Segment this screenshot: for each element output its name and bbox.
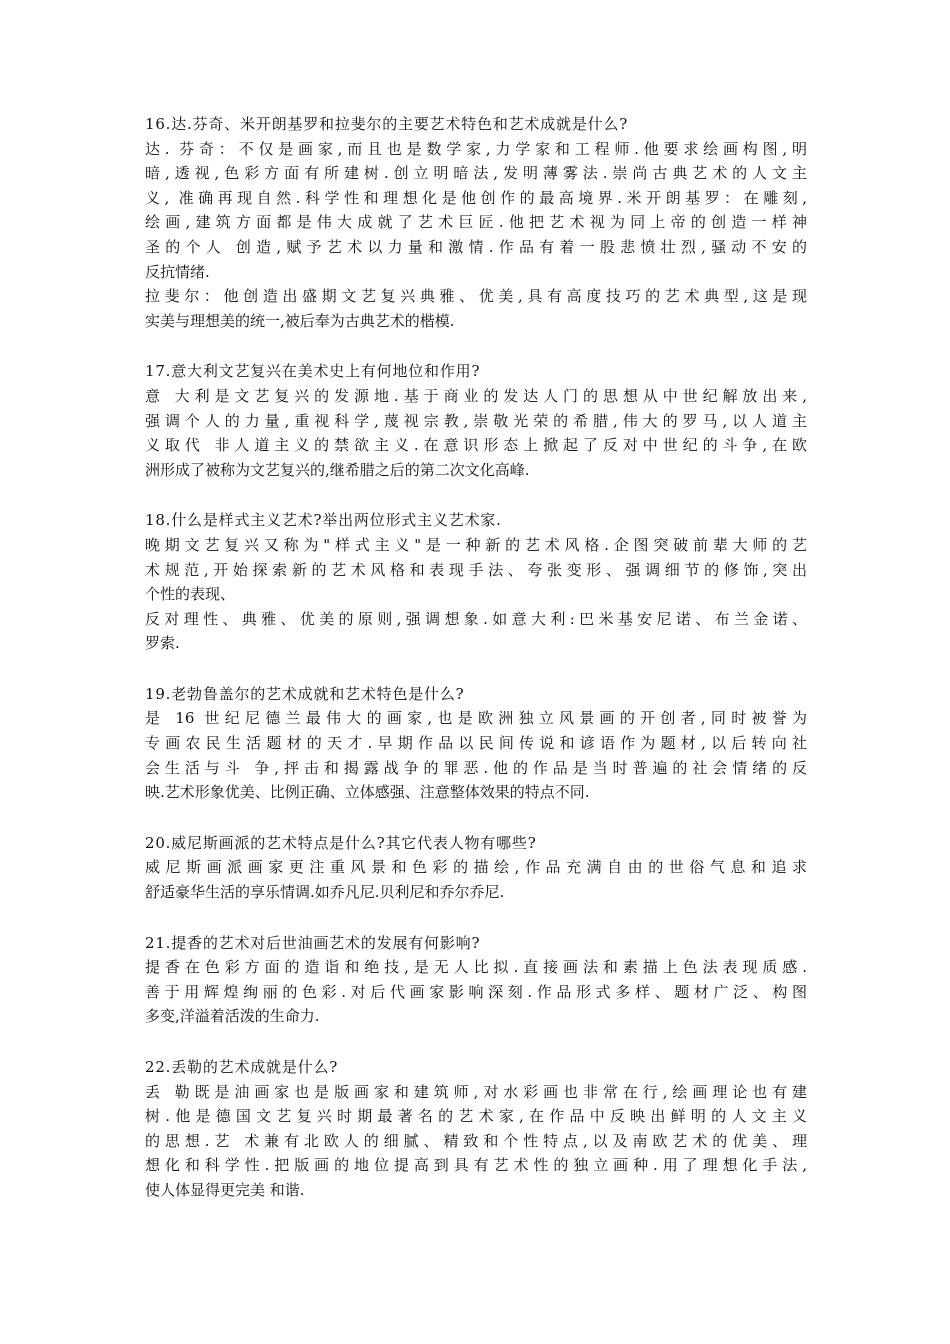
answer-line: 丢 勒既是油画家也是版画家和建筑师,对水彩画也非常在行,绘画理论也有建	[145, 1082, 807, 1101]
answer-line: 个性的表现、	[145, 585, 236, 604]
answer-line: 晚期文艺复兴又称为"样式主义"是一种新的艺术风格.企图突破前辈大师的艺	[145, 535, 807, 554]
answer-line: 反抗情绪.	[145, 262, 210, 281]
answer-line: 反对理性、典雅、优美的原则,强调想象.如意大利:巴米基安尼诺、布兰金诺、	[145, 609, 807, 628]
answer-line: 拉斐尔：他创造出盛期文艺复兴典雅、优美,具有高度技巧的艺术典型,这是现	[145, 287, 807, 306]
answer-line: 术规范,开始探索新的艺术风格和表现手法、夸张变形、强调细节的修饰,突出	[145, 560, 807, 579]
answer-line: 专画农民生活题材的天才.早期作品以民间传说和谚语作为题材,以后转向社	[145, 734, 807, 753]
question-heading: 20.威尼斯画派的艺术特点是什么?其它代表人物有哪些?	[145, 833, 537, 852]
answer-line: 义取代 非人道主义的禁欲主义.在意识形态上掀起了反对中世纪的斗争,在欧	[145, 436, 807, 455]
answer-line: 实美与理想美的统一,被后奉为古典艺术的楷模.	[145, 311, 455, 330]
question-heading: 16.达.芬奇、米开朗基罗和拉斐尔的主要艺术特色和艺术成就是什么?	[145, 115, 629, 133]
answer-line: 义, 准确再现自然.科学性和理想化是他创作的最高境界.米开朗基罗：在雕刻,	[145, 188, 807, 207]
answer-line: 达. 芬奇：不仅是画家,而且也是数学家,力学家和工程师.他要求绘画构图,明	[145, 139, 807, 158]
question-heading: 17.意大利文艺复兴在美术史上有何地位和作用?	[145, 362, 481, 381]
qa-section	[145, 682, 807, 805]
answer-line: 强调个人的力量,重视科学,蔑视宗教,崇敬光荣的希腊,伟大的罗马,以人道主	[145, 411, 807, 430]
answer-line: 圣的个人 创造,赋予艺术以力量和激情.作品有着一股悲愤壮烈,骚动不安的	[145, 237, 807, 256]
answer-line: 暗,透视,色彩方面有所建树.创立明暗法,发明薄雾法.崇尚古典艺术的人文主	[145, 164, 807, 183]
question-heading: 22.丢勒的艺术成就是什么?	[145, 1058, 339, 1076]
answer-line: 绘画,建筑方面都是伟大成就了艺术巨匠.他把艺术视为同上帝的创造一样神	[145, 213, 807, 232]
answer-line: 想化和科学性.把版画的地位提高到具有艺术性的独立画种.用了理想化手法,	[145, 1156, 807, 1175]
qa-section	[145, 931, 807, 1029]
question-heading: 19.老勃鲁盖尔的艺术成就和艺术特色是什么?	[145, 684, 465, 703]
qa-section	[145, 359, 807, 482]
answer-line: 多变,洋溢着活泼的生命力.	[145, 1007, 320, 1026]
qa-section	[145, 1055, 807, 1203]
answer-line: 威尼斯画派画家更注重风景和色彩的描绘,作品充满自由的世俗气息和追求	[145, 858, 807, 877]
answer-line: 罗索.	[145, 634, 180, 653]
answer-line: 的思想.艺 术兼有北欧人的细腻、精致和个性特点,以及南欧艺术的优美、理	[145, 1131, 807, 1150]
qa-section	[145, 508, 807, 656]
answer-line: 是 16 世纪尼德兰最伟大的画家,也是欧洲独立风景画的开创者,同时被誉为	[145, 709, 807, 728]
answer-line: 会生活与斗 争,抨击和揭露战争的罪恶.他的作品是当时普遍的社会情绪的反	[145, 758, 807, 777]
answer-line: 舒适豪华生活的享乐情调.如乔凡尼.贝利尼和乔尔乔尼.	[145, 883, 505, 902]
question-heading: 21.提香的艺术对后世油画艺术的发展有何影响?	[145, 933, 481, 952]
answer-line: 善于用辉煌绚丽的色彩.对后代画家影响深刻.作品形式多样、题材广泛、构图	[145, 982, 807, 1001]
qa-section	[145, 831, 807, 905]
answer-line: 提香在色彩方面的造诣和绝技,是无人比拟.直接画法和素描上色法表现质感.	[145, 958, 807, 977]
answer-line: 洲形成了被称为文艺复兴的,继希腊之后的第二次文化高峰.	[145, 460, 530, 479]
document-page	[145, 112, 807, 1229]
answer-line: 使人体显得更完美 和谐.	[145, 1180, 305, 1199]
answer-line: 树.他是德国文艺复兴时期最著名的艺术家,在作品中反映出鲜明的人文主义	[145, 1107, 807, 1126]
answer-line: 意 大利是文艺复兴的发源地.基于商业的发达人门的思想从中世纪解放出来,	[145, 386, 807, 405]
question-heading: 18.什么是样式主义艺术?举出两位形式主义艺术家.	[145, 511, 502, 530]
answer-line: 映.艺术形象优美、比例正确、立体感强、注意整体效果的特点不同.	[145, 783, 590, 802]
qa-section	[145, 112, 807, 333]
